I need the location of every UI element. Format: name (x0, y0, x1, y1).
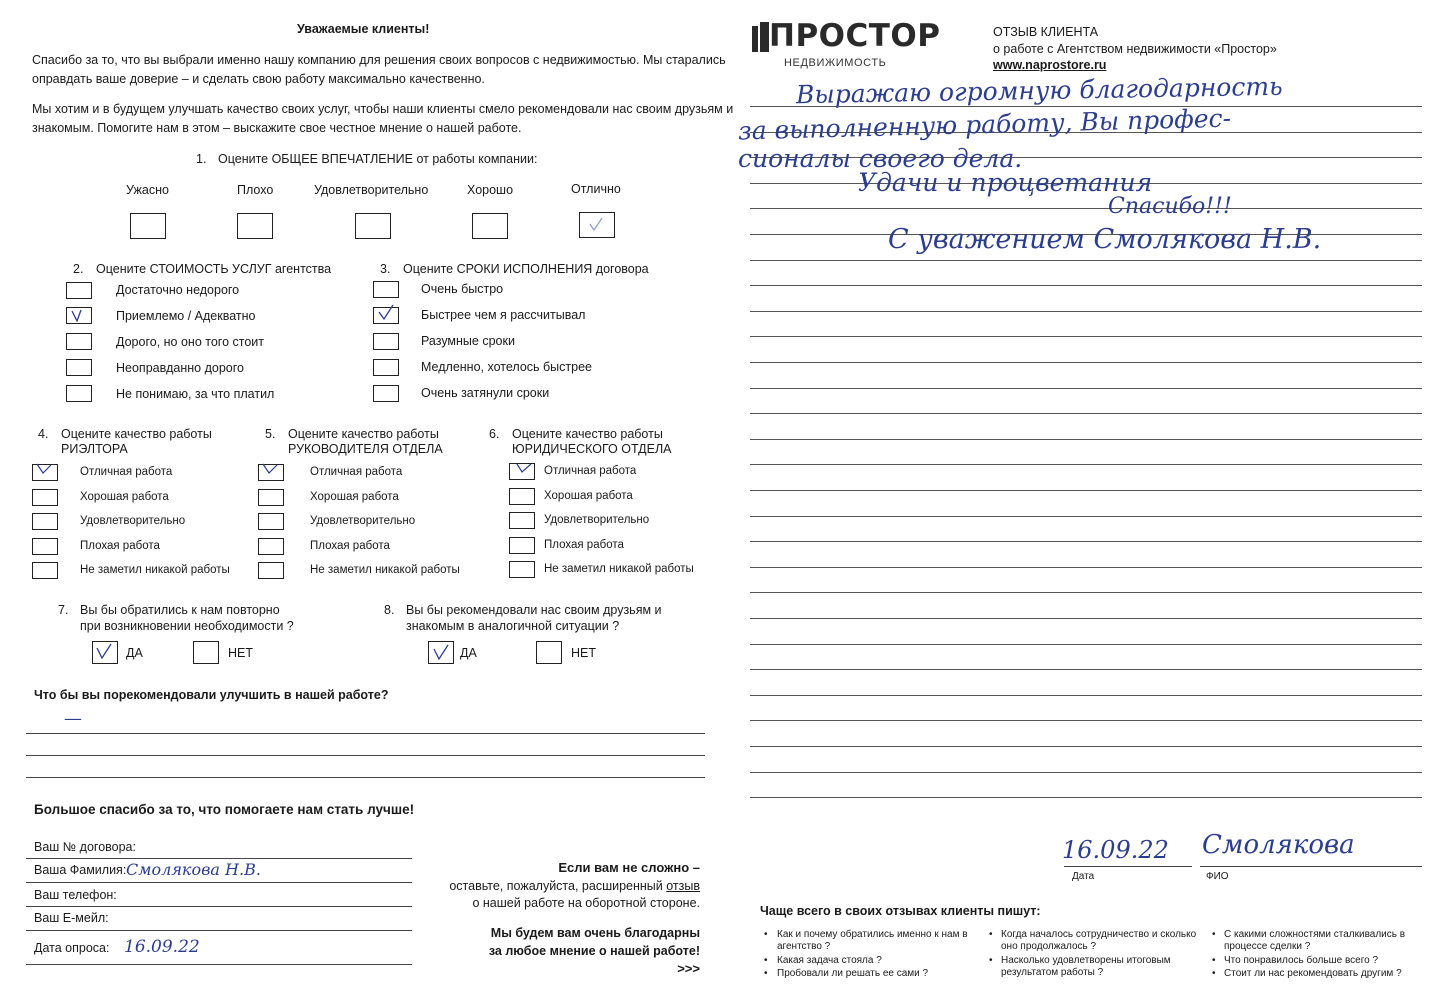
q5-checkbox[interactable] (258, 538, 284, 555)
writing-line[interactable] (750, 464, 1422, 465)
q3-option-label: Медленно, хотелось быстрее (421, 360, 592, 374)
writing-line[interactable] (750, 490, 1422, 491)
q4-checkbox[interactable] (32, 489, 58, 506)
date-label: Дата опроса: (34, 941, 110, 955)
q4-subject: РИЭЛТОРА (61, 442, 128, 456)
bullet-icon: • (1212, 929, 1216, 940)
q6-checkbox[interactable] (509, 537, 535, 554)
check-mark-icon (96, 643, 112, 659)
date-value[interactable]: 16.09.22 (124, 937, 200, 957)
tip-text: Когда началось сотрудничество и сколько (1001, 929, 1197, 940)
tip-text: Стоит ли нас рекомендовать другим ? (1224, 968, 1402, 979)
q1-number: 1. (196, 152, 207, 166)
cta-line (449, 878, 700, 895)
date-line (1064, 866, 1192, 867)
q7-number: 7. (58, 603, 69, 617)
q5-title: Оцените качество работы (288, 427, 439, 441)
fio-caption: ФИО (1206, 871, 1229, 882)
signature-name: Смолякова (1202, 830, 1355, 860)
q7-text-cont: при возникновении необходимости ? (80, 619, 294, 633)
q2-text: Оцените СТОИМОСТЬ УСЛУГ агентства (96, 262, 332, 276)
q4-checkbox-checked[interactable] (32, 464, 58, 481)
q2-option-label: Приемлемо / Адекватно (116, 309, 256, 323)
check-mark-icon (433, 644, 449, 660)
q3-checkbox[interactable] (373, 281, 399, 298)
q3-option-label: Разумные сроки (421, 334, 515, 348)
q5-checkbox[interactable] (258, 513, 284, 530)
writing-line[interactable] (750, 541, 1422, 542)
handwritten-review-line: Спасибо!!! (1108, 194, 1232, 219)
bullet-icon: • (764, 955, 768, 966)
q6-option-label: Хорошая работа (544, 490, 633, 502)
writing-line[interactable] (750, 285, 1422, 286)
cta-line: Мы будем вам очень благодарны (490, 926, 700, 940)
writing-line[interactable] (750, 336, 1422, 337)
q5-checkbox-checked[interactable] (258, 464, 284, 481)
q3-checkbox[interactable] (373, 359, 399, 376)
q8-number: 8. (384, 603, 395, 617)
answer-line (26, 733, 705, 734)
q4-option-label: Не заметил никакой работы (80, 564, 230, 576)
q2-option-label: Неоправданно дорого (116, 361, 244, 375)
q6-subject: ЮРИДИЧЕСКОГО ОТДЕЛА (512, 442, 672, 456)
intro-paragraph-1-cont: оправдать ваше доверие – и сделать свою работу максимально качественно. (32, 72, 485, 86)
bullet-icon: • (989, 929, 993, 940)
surname-value[interactable]: Смолякова Н.В. (126, 860, 261, 879)
cta-line: Если вам не сложно – (558, 860, 700, 875)
writing-line[interactable] (750, 439, 1422, 440)
q5-option-label: Отличная работа (310, 466, 403, 478)
website-link[interactable]: www.naprostore.ru (993, 58, 1107, 72)
q7-no-checkbox[interactable] (193, 641, 219, 664)
contract-label: Ваш № договора: (34, 840, 136, 854)
bullet-icon: • (1212, 955, 1216, 966)
review-subtitle: о работе с Агентством недвижимости «Простор» (993, 42, 1277, 56)
q4-option-label: Хорошая работа (80, 491, 169, 503)
writing-line[interactable] (750, 618, 1422, 619)
q4-checkbox[interactable] (32, 538, 58, 555)
answer-line (26, 755, 705, 756)
writing-line[interactable] (750, 388, 1422, 389)
surname-label: Ваша Фамилия: (34, 863, 127, 877)
contract-field[interactable] (26, 858, 412, 859)
q3-checkbox-checked[interactable] (373, 307, 399, 324)
thanks-message: Большое спасибо за то, что помогаете нам стать лучше! (34, 802, 415, 817)
q7-yes-label: ДА (126, 646, 143, 660)
bullet-icon: • (764, 968, 768, 979)
q3-text: Оцените СРОКИ ИСПОЛНЕНИЯ договора (403, 262, 649, 276)
cta-line: о нашей работе на оборотной стороне. (472, 896, 700, 910)
cta-text: оставьте, пожалуйста, расширенный (449, 879, 667, 893)
check-mark-icon (36, 461, 52, 477)
q1-checkbox-checked[interactable] (579, 212, 615, 238)
writing-line[interactable] (750, 695, 1422, 696)
tip-text: С какими сложностями сталкивались в (1224, 929, 1406, 940)
q6-option-label: Удовлетворительно (544, 514, 650, 526)
q4-option-label: Плохая работа (80, 540, 160, 552)
surname-field[interactable] (26, 882, 412, 883)
writing-line[interactable] (750, 720, 1422, 721)
tip-text: результатом работы ? (1001, 967, 1104, 978)
email-label: Ваш Е-мейл: (34, 911, 109, 925)
q8-yes-checkbox[interactable] (428, 641, 454, 664)
q8-no-checkbox[interactable] (536, 641, 562, 664)
q4-checkbox[interactable] (32, 513, 58, 530)
logo-subtext: НЕДВИЖИМОСТЬ (784, 57, 887, 69)
arrows: >>> (677, 961, 700, 976)
logo-text: ПРОСТОР (769, 18, 941, 54)
q6-checkbox-checked[interactable] (509, 463, 535, 480)
writing-line[interactable] (750, 413, 1422, 414)
q5-option-label: Не заметил никакой работы (310, 564, 460, 576)
q7-no-label: НЕТ (228, 646, 253, 660)
signature-date: 16.09.22 (1062, 836, 1169, 864)
q2-checkbox[interactable] (66, 282, 92, 299)
q4-number: 4. (38, 427, 49, 441)
q5-number: 5. (265, 427, 276, 441)
q7-text: Вы бы обратились к нам повторно (80, 603, 280, 617)
q6-option-label: Плохая работа (544, 539, 624, 551)
intro-paragraph-1: Спасибо за то, что вы выбрали именно нашу компанию для решения своих вопросов с недвижимостью. Мы старались (32, 53, 726, 67)
writing-line[interactable] (750, 644, 1422, 645)
writing-line[interactable] (750, 592, 1422, 593)
q1-option-label: Хорошо (467, 183, 514, 197)
check-mark-icon (516, 461, 532, 477)
q5-option-label: Хорошая работа (310, 491, 399, 503)
check-mark-icon (588, 217, 604, 233)
writing-line[interactable] (750, 669, 1422, 670)
q6-option-label: Отличная работа (544, 465, 637, 477)
writing-line[interactable] (750, 797, 1422, 798)
date-field[interactable] (26, 964, 412, 965)
tip-text: Пробовали ли решать ее сами ? (777, 968, 929, 979)
check-mark-icon (71, 306, 87, 322)
handwritten-review-line: за выполненную работу, Вы профес- (737, 103, 1232, 146)
tip-text: Какая задача стояла ? (777, 955, 882, 966)
tips-title: Чаще всего в своих отзывах клиенты пишут: (760, 904, 1041, 918)
q8-text-cont: знакомым в аналогичной ситуации ? (406, 619, 620, 633)
q1-option-label: Удовлетворительно (314, 183, 429, 197)
q7-yes-checkbox[interactable] (92, 641, 118, 664)
q4-title: Оцените качество работы (61, 427, 212, 441)
q2-checkbox[interactable] (66, 333, 92, 350)
q2-option-label: Дорого, но оно того стоит (116, 335, 264, 349)
q1-option-label: Плохо (237, 183, 274, 197)
q6-checkbox[interactable] (509, 488, 535, 505)
cta-line: за любое мнение о нашей работе! (488, 944, 700, 958)
q3-option-label: Очень быстро (421, 282, 504, 296)
q2-option-label: Достаточно недорого (116, 283, 240, 297)
phone-field[interactable] (26, 906, 412, 907)
q3-option-label: Быстрее чем я рассчитывал (421, 308, 586, 322)
tip-text: Как и почему обратились именно к нам в (777, 929, 968, 940)
q8-no-label: НЕТ (571, 646, 596, 660)
q5-subject: РУКОВОДИТЕЛЯ ОТДЕЛА (288, 442, 443, 456)
improve-answer: — (64, 708, 82, 729)
tip-text: Что понравилось больше всего ? (1224, 955, 1379, 966)
tip-text: оно продолжалось ? (1001, 941, 1097, 952)
q5-checkbox[interactable] (258, 489, 284, 506)
q2-number: 2. (73, 262, 84, 276)
q6-number: 6. (489, 427, 500, 441)
cta-block (449, 860, 700, 978)
phone-label: Ваш телефон: (34, 888, 117, 902)
writing-line[interactable] (750, 772, 1422, 773)
q2-option-label: Не понимаю, за что платил (116, 387, 275, 401)
q6-checkbox[interactable] (509, 512, 535, 529)
improve-question: Что бы вы порекомендовали улучшить в нашей работе? (34, 688, 389, 702)
q6-option-label: Не заметил никакой работы (544, 563, 694, 575)
writing-line[interactable] (750, 208, 1422, 209)
bullet-icon: • (989, 955, 993, 966)
q2-checkbox-checked[interactable] (66, 307, 92, 324)
review-link[interactable]: отзыв (666, 879, 700, 893)
writing-line[interactable] (750, 516, 1422, 517)
tip-text: Насколько удовлетворены итоговым (1001, 955, 1171, 966)
check-mark-icon (378, 304, 394, 320)
date-caption: Дата (1072, 871, 1095, 882)
q3-checkbox[interactable] (373, 385, 399, 402)
writing-line[interactable] (750, 746, 1422, 747)
q1-option-label: Отлично (571, 182, 621, 196)
q3-number: 3. (380, 262, 391, 276)
answer-line (26, 777, 705, 778)
q6-title: Оцените качество работы (512, 427, 663, 441)
q2-checkbox[interactable] (66, 359, 92, 376)
q1-checkbox[interactable] (355, 213, 391, 239)
handwritten-review-line: Удачи и процветания (858, 168, 1153, 197)
q6-checkbox[interactable] (509, 561, 535, 578)
q2-checkbox[interactable] (66, 385, 92, 402)
q8-text: Вы бы рекомендовали нас своим друзьям и (406, 603, 662, 617)
bullet-icon: • (1212, 968, 1216, 979)
check-mark-icon (262, 461, 278, 477)
intro-paragraph-2: Мы хотим и в будущем улучшать качество своих услуг, чтобы наши клиенты смело рекомендовали нас своим друзьям и (32, 102, 734, 116)
bullet-icon: • (764, 929, 768, 940)
q4-checkbox[interactable] (32, 562, 58, 579)
handwritten-review-line: Выражаю огромную благодарность (795, 71, 1283, 110)
q5-checkbox[interactable] (258, 562, 284, 579)
tip-text: процессе сделки ? (1224, 941, 1311, 952)
q1-option-label: Ужасно (126, 183, 169, 197)
handwritten-review-line: С уважением Смолякова Н.В. (888, 224, 1322, 255)
tip-text: агентство ? (777, 941, 831, 952)
q1-checkbox[interactable] (237, 213, 273, 239)
q5-option-label: Удовлетворительно (310, 515, 416, 527)
writing-line[interactable] (750, 260, 1422, 261)
intro-paragraph-2-cont: знакомым. Помогите нам в этом – выскажите свое честное мнение о нашей работе. (32, 121, 522, 135)
writing-line[interactable] (750, 362, 1422, 363)
greeting-heading: Уважаемые клиенты! (297, 22, 430, 36)
review-title: ОТЗЫВ КЛИЕНТА (993, 25, 1099, 39)
q1-checkbox[interactable] (130, 213, 166, 239)
q8-yes-label: ДА (460, 646, 477, 660)
q5-option-label: Плохая работа (310, 540, 390, 552)
writing-line[interactable] (750, 567, 1422, 568)
email-field[interactable] (26, 930, 412, 931)
q3-option-label: Очень затянули сроки (421, 386, 550, 400)
q1-text: Оцените ОБЩЕЕ ВПЕЧАТЛЕНИЕ от работы компании: (218, 152, 538, 166)
fio-line (1200, 866, 1422, 867)
q3-checkbox[interactable] (373, 333, 399, 350)
q1-checkbox[interactable] (472, 213, 508, 239)
q4-option-label: Удовлетворительно (80, 515, 186, 527)
handwritten-review-line: сионалы своего дела. (738, 144, 1023, 173)
q4-option-label: Отличная работа (80, 466, 173, 478)
writing-line[interactable] (750, 311, 1422, 312)
